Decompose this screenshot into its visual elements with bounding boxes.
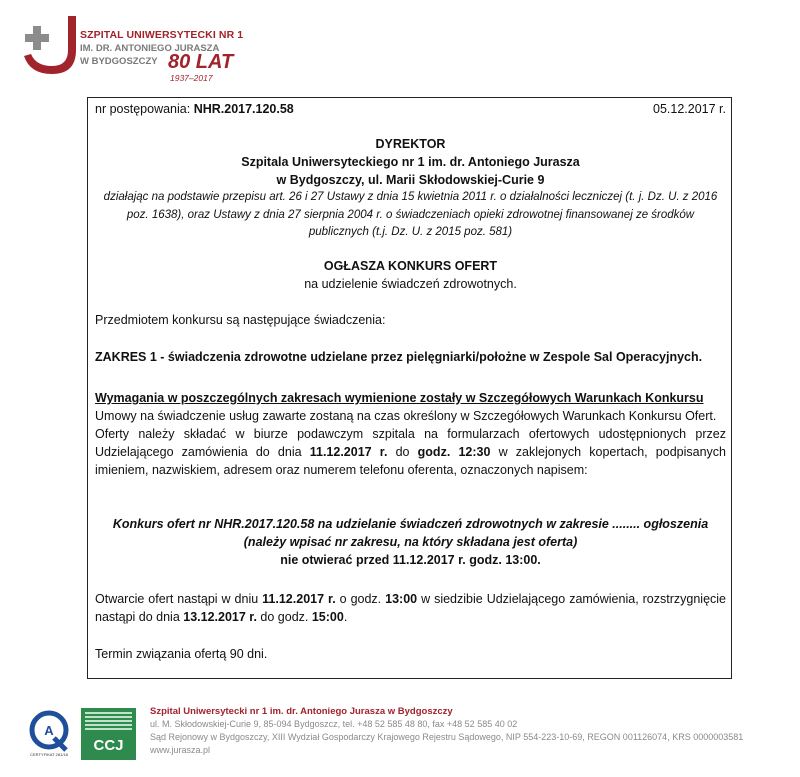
offers-text-b: do [387, 445, 418, 459]
reference-row [95, 100, 726, 118]
heading-hospital: Szpitala Uniwersyteckiego nr 1 im. dr. Antoniego Jurasza [241, 155, 580, 169]
quality-certificate-logo [24, 708, 74, 758]
footer-registry: Sąd Rejonowy w Bydgoszczy, XIII Wydział Gospodarczy Krajowego Rejestru Sądowego, NIP 554-223-10-69, REGON 001126074, KRS 0000003581 [150, 732, 744, 742]
opening-text-c: w siedzibie Udzielającego zamówienia, rozstrzygnięcie nastąpi do dnia [95, 592, 726, 624]
legal-basis: działając na podstawie przepisu art. 26 i 27 Ustawy z dnia 15 kwietnia 2011 r. o działalności leczniczej (t. j. Dz. U. z 2016 poz. 1638), oraz Ustawy z dnia 27 sierpnia 2004 r. o świadczeniach opieki zdrowotnej finansowanej ze środków publicznych (t.j. Dz. U. z 2015 poz. 581) [103, 191, 718, 238]
opening-paragraph [95, 590, 726, 626]
opening-text-b: o godz. [335, 592, 386, 606]
opening-date: 11.12.2017 r. [262, 592, 336, 606]
opening-time: 13:00 [385, 592, 418, 606]
certificate-label: CERTYFIKAT 281/18 [30, 752, 68, 757]
announcement-title-block [95, 257, 726, 293]
offers-text-a: Oferty należy składać w biurze podawczym szpitala na formularzach ofertowych udostępnionych przez Udzielającego zamówienia do dnia [95, 427, 726, 459]
ccj-accreditation-logo [81, 708, 136, 760]
heading-address: w Bydgoszczy, ul. Marii Skłodowskiej-Curie 9 [276, 173, 545, 187]
offers-text-c: w zaklejonych kopertach, podpisanych imieniem, nazwiskiem, adresem oraz numerem telefonu oferenta, oznaczonych napisem: [95, 445, 726, 477]
opening-text-d: do godz. [256, 610, 312, 624]
scope-1: ZAKRES 1 - świadczenia zdrowotne udzielane przez pielęgniarki/położne w Zespole Sal Operacyjnych. [95, 350, 703, 364]
hospital-emblem-icon [22, 14, 82, 80]
offers-paragraph [95, 425, 726, 479]
envelope-label [95, 515, 726, 569]
envelope-line-1: Konkurs ofert nr NHR.2017.120.58 na udzielanie świadczeń zdrowotnych w zakresie ........ ogłoszenia [112, 517, 709, 531]
logo-line-1: SZPITAL UNIWERSYTECKI NR 1 [80, 29, 244, 41]
logo-line-2: IM. DR. ANTONIEGO JURASZA [80, 43, 220, 54]
proceeding-number-value: NHR.2017.120.58 [193, 102, 294, 116]
subject-intro: Przedmiotem konkursu są następujące świadczenia: [95, 313, 386, 327]
svg-text:A: A [44, 723, 54, 738]
footer-address: ul. M. Skłodowskiej-Curie 9, 85-094 Bydgoszcz, tel. +48 52 585 48 80, fax +48 52 585 40 02 [150, 719, 518, 729]
footer [150, 705, 795, 757]
heading [95, 135, 726, 242]
opening-text-e: . [343, 610, 348, 624]
ccj-label: CCJ [93, 737, 124, 754]
envelope-line-2: (należy wpisać nr zakresu, na który składana jest oferta) [243, 535, 578, 549]
resolution-date: 13.12.2017 r. [183, 610, 257, 624]
document-date: 05.12.2017 r. [653, 102, 726, 116]
proceeding-number [95, 100, 294, 118]
offers-deadline-time: godz. 12:30 [417, 445, 491, 459]
requirements-heading: Wymagania w poszczególnych zakresach wymienione zostały w Szczegółowych Warunkach Konkursu [95, 391, 704, 405]
quality-certificate-icon [24, 708, 74, 758]
binding-period: Termin związania ofertą 90 dni. [95, 647, 268, 661]
footer-website-link[interactable]: www.jurasza.pl [150, 745, 211, 755]
proceeding-label: nr postępowania: [95, 102, 194, 116]
resolution-time: 15:00 [311, 610, 344, 624]
heading-title: DYREKTOR [375, 137, 446, 151]
announcement-subtitle: na udzielenie świadczeń zdrowotnych. [304, 277, 517, 291]
anniversary-label: 80 LAT [168, 51, 234, 73]
announcement-title: OGŁASZA KONKURS OFERT [323, 259, 498, 273]
contracts-paragraph: Umowy na świadczenie usług zawarte zostaną na czas określony w Szczegółowych Warunkach Konkursu Ofert. [95, 409, 717, 423]
anniversary-years: 1937–2017 [170, 73, 213, 83]
opening-text-a: Otwarcie ofert nastąpi w dniu [95, 592, 263, 606]
offers-deadline-date: 11.12.2017 r. [309, 445, 388, 459]
hospital-logo [22, 14, 262, 86]
requirements-section [95, 389, 726, 479]
logo-line-3: W BYDGOSZCZY [80, 56, 158, 67]
footer-hospital-name: Szpital Uniwersytecki nr 1 im. dr. Antoniego Jurasza w Bydgoszczy [150, 706, 453, 717]
envelope-line-3: nie otwierać przed 11.12.2017 r. godz. 13:00. [280, 553, 541, 567]
